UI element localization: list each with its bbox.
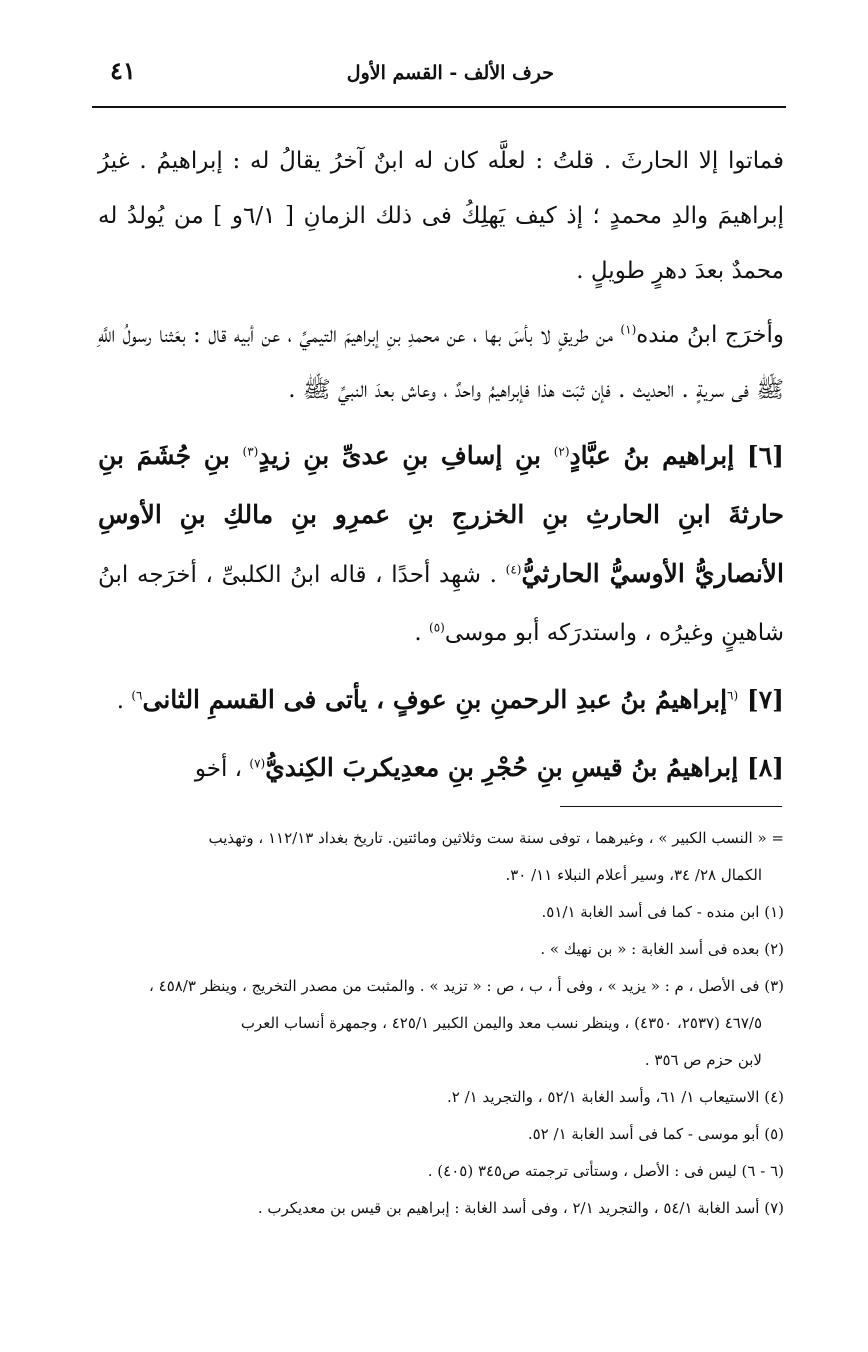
page-header	[92, 52, 786, 98]
footnote-2: (٢) بعده فى أسد الغابة : « بن نهيك » .	[540, 940, 784, 958]
footnote-3-line-2: ٤٦٧/٥ (٢٥٣٧، ٤٣٥٠) ، وينظر نسب معد واليمن الكبير ٤٢٥/١ ، وجمهرة أنساب العرب	[240, 1014, 762, 1032]
footnote-rule	[560, 806, 782, 807]
paragraph-2-text-b: من طريقٍ لا بأسَ بها ، عن محمدِ بنِ إبراهيمَ التيميِّ ، عن أبيه قال : بعَثنا رسولُ اللَّهِ ﷺ فى سريةٍ . الحديث . فإن ثبَت هذا فإبراهيمُ واحدٌ ، وعاش بعدَ النبيِّ ﷺ .	[98, 322, 784, 403]
paragraph-2	[98, 308, 784, 418]
entry-8-name: إبراهيمُ بنُ قيسِ بنِ حُجْرِ بنِ معدِيكربَ الكِنديُّ	[265, 753, 739, 782]
footnote-3: (٣) فى الأصل ، م : « يزيد » ، وفى أ ، ب ، ص : « تزيد » . والمثبت من مصدر التخريج ، وينظر ٤٥٨/٣ ،	[149, 977, 784, 995]
footnote-ref-1: (١)	[620, 322, 637, 337]
entry-8-number: [٨]	[738, 753, 784, 782]
footnote-ref-3: (٣)	[242, 444, 259, 459]
entry-6-text-b: .	[414, 620, 430, 646]
entry-6-name-a: إبراهيم بنُ عبَّادٍ	[569, 441, 735, 470]
entry-6-text-a: . شهِد أحدًا ، قاله ابنُ الكلبىِّ ، أخرَجه ابنُ شاهينٍ وغيرُه ، واستدرَكه أبو موسى	[98, 562, 784, 646]
footnote-6: (٦ - ٦) ليس فى : الأصل ، وستأتى ترجمته ص٣٤٥ (٤٠٥) .	[427, 1162, 784, 1180]
footnote-ref-2: (٢)	[553, 444, 570, 459]
footnotes	[96, 820, 784, 1227]
entry-7-name: إبراهيمُ بنُ عبدِ الرحمنِ بنِ عوفٍ ، يأتى فى القسمِ الثانى	[142, 685, 728, 714]
footnote-ref-5: (٥)	[429, 620, 445, 635]
entry-6-name-c: بنِ جُشَمَ بنِ حارثةَ ابنِ الحارثِ بنِ الخزرجِ بنِ عمرِو بنِ مالكِ بنِ الأوسِ الأنصاريُّ الأوسيُّ الحارثيُّ	[98, 441, 784, 588]
footnote-continuation: = « النسب الكبير » ، وغيرهما ، توفى سنة ست وثلاثين ومائتين. تاريخ بغداد ١١٢/١٣ ، وتهذيب	[208, 829, 784, 847]
page-number: ٤١	[110, 56, 136, 85]
entry-7-end: .	[116, 688, 132, 714]
entry-8	[98, 739, 784, 798]
footnote-1: (١) ابن منده - كما فى أسد الغابة ٥١/١.	[541, 903, 784, 921]
main-text	[98, 134, 784, 807]
entry-7	[98, 671, 784, 730]
running-title: حرف الألف - القسم الأول	[346, 62, 554, 84]
footnote-3-line-3: لابن حزم ص ٣٥٦ .	[644, 1051, 762, 1069]
paragraph-2-text-a: وأخرَج ابنُ منده	[636, 322, 784, 348]
footnote-ref-7: (٧)	[249, 756, 266, 771]
footnote-5: (٥) أبو موسى - كما فى أسد الغابة ١/ ٥٢.	[527, 1125, 784, 1143]
footnote-continuation-line-2: الكمال ٢٨/ ٣٤، وسير أعلام النبلاء ١١/ ٣٠.	[505, 866, 762, 884]
header-rule	[92, 106, 786, 108]
entry-6-number: [٦]	[734, 441, 784, 470]
footnote-ref-4: (٤)	[505, 562, 522, 577]
footnote-ref-6-open: (٦	[727, 688, 739, 703]
footnote-ref-6-close: ٦)	[131, 688, 143, 703]
entry-8-text: ، أخو	[194, 756, 250, 782]
entry-6	[98, 427, 784, 662]
entry-7-number: [٧]	[738, 685, 784, 714]
paragraph-1: فماتوا إلا الحارثَ . قلتُ : لعلَّه كان له ابنٌ آخرُ يقالُ له : إبراهيمُ . غيرُ إبراهيمَ والدِ محمدٍ ؛ إذ كيف يَهلِكُ فى ذلك الزمانِ [ ٦/١و ] من يُولدُ له محمدٌ بعدَ دهرٍ طويلٍ .	[98, 148, 784, 284]
footnote-7: (٧) أسد الغابة ٥٤/١ ، والتجريد ٢/١ ، وفى أسد الغابة : إبراهيم بن قيس بن معديكرب .	[257, 1199, 784, 1217]
entry-6-name-b: بنِ إسافِ بنِ عدىِّ بنِ زيدٍ	[258, 441, 554, 470]
footnote-4: (٤) الاستيعاب ١/ ٦١، وأسد الغابة ٥٢/١ ، والتجريد ١/ ٢.	[446, 1088, 784, 1106]
